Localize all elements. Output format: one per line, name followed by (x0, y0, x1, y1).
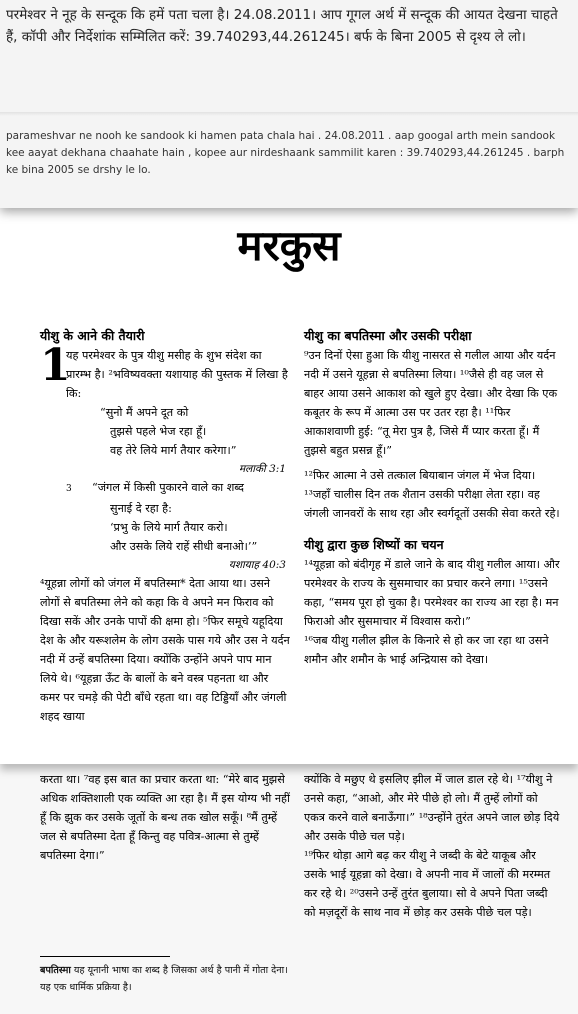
footnote-term: बपतिस्मा (40, 965, 71, 976)
scripture-reference: यशायाह 40:3 (228, 559, 286, 571)
chapter-number: 1 (40, 340, 71, 391)
paragraph: ⁹उन दिनों ऐसा हुआ कि यीशु नासरत से गलील आया और यर्दन नदी में उसने यूहन्ना से बपतिस्मा लिया। ¹⁰जैसे ही वह जल से बाहर आया उसने आकाश को खुले हुए देखा। और देखा कि एक कबूतर के रूप में आत्मा उस पर उतर रहा है। ¹¹फिर आकाशवाणी हुई: “तू मेरा पुत्र है, जिसे मैं प्यार करता हूँ। मैं तुझसे बहुत प्रसन्न हूँ।” (304, 349, 558, 457)
poem-line: और उसके लिये राहें सीधी बनाओ।’” (110, 540, 258, 553)
paragraph: ¹⁹फिर थोड़ा आगे बढ़ कर यीशु ने जब्दी के बेटे याकूब और उसके भाई यूहन्ना को देखा। वे अपनी नाव में जालों की मरम्मत कर रहे थे। ²⁰उसने उन्हें तुरंत बुलाया। सो वे अपने पिता जब्दी को मज़दूरों के साथ नाव में छोड़ कर उसके पीछे चल पड़े। (304, 849, 551, 919)
translation-overlay (0, 0, 578, 208)
verse-number: 3 (66, 484, 72, 494)
scripture-reference: मलाकी 3:1 (238, 463, 286, 475)
poem-line (66, 478, 290, 499)
left-column-lower (40, 770, 290, 865)
paragraph: करता था। ⁷वह इस बात का प्रचार करता था: “मेरे बाद मुझसे अधिक शक्तिशाली एक व्यक्ति आ रहा है। मैं इस योग्य भी नहीं हूँ कि झुक कर उसके जूतों के बन्ध तक खोल सकूँ। ⁸मैं तुम्हें जल से बपतिस्मा देता हूँ किन्तु वह पवित्र-आत्मा से तुम्हें बपतिस्मा देगा।” (40, 773, 290, 862)
quotation-poem (40, 478, 290, 556)
poem-line: “सुनो मैं अपने दूत को (100, 406, 189, 419)
section-heading: यीशु के आने की तैयारी (40, 328, 145, 343)
poem-line: सुनाई दे रहा है: (110, 502, 172, 515)
paragraph: ¹⁶जब यीशु गलील झील के किनारे से हो कर जा रहा था उसने शमौन और शमौन के भाई अन्द्रियास को देखा। (304, 634, 549, 666)
section-heading: यीशु द्वारा कुछ शिष्यों का चयन (304, 537, 444, 552)
paragraph: क्योंकि वे मछुए थे इसलिए झील में जाल डाल रहे थे। ¹⁷यीशु ने उनसे कहा, “आओ, और मेरे पीछे हो लो। मैं तुम्हें लोगों को एकत्र करने वाले बनाऊँगा।” ¹⁸उन्होंने तुरंत अपने जाल छोड़ दिये और उसके पीछे चल पड़े। (304, 773, 560, 843)
section-heading: यीशु का बपतिस्मा और उसकी परीक्षा (304, 328, 472, 343)
paragraph: ¹⁴यूहन्ना को बंदीगृह में डाले जाने के बाद यीशु गलील आया। और परमेश्वर के राज्य के सुसमाचार का प्रचार करने लगा। ¹⁵उसने कहा, “समय पूरा हो चुका है। परमेश्वर का राज्य आ रहा है। मन फिराओ और सुसमाचार में विश्वास करो।” (304, 558, 560, 628)
overlay-divider (0, 112, 578, 116)
footnote-divider (40, 956, 170, 957)
right-column-lower (304, 770, 560, 922)
left-column-upper (40, 326, 290, 726)
paragraph: ⁴यूहन्ना लोगों को जंगल में बपतिस्मा* देता आया था। उसने लोगों से बपतिस्मा लेने को कहा कि वे अपने मन फिराव को दिखा सकें और उनके पापों की क्षमा हो। ⁵फिर समूचे यहूदिया देश के और यरूशलेम के लोग उसके पास गये और उस ने यर्दन नदी में उन्हें बपतिस्मा दिया। क्योंकि उन्होंने अपने पाप मान लिये थे। ⁶यूहन्ना ऊँट के बालों के बने वस्त्र पहनता था और कमर पर चमड़े की पेटी बाँधे रहता था। वह टिड्डियाँ और जंगली शहद खाया (40, 577, 290, 723)
poem-line: ‘प्रभु के लिये मार्ग तैयार करो। (110, 521, 228, 534)
scanned-page-lower (0, 764, 578, 1014)
paragraph: ¹²फिर आत्मा ने उसे तत्काल बियाबान जंगल में भेज दिया। ¹³जहाँ चालीस दिन तक शैतान उसकी परीक्षा लेता रहा। वह जंगली जानवरों के साथ रहा और स्वर्गदूतों उसकी सेवा करते रहे। (304, 469, 560, 520)
right-column-upper (304, 326, 560, 669)
poem-line: तुझसे पहले भेज रहा हूँ। (110, 425, 207, 438)
footnote-text: यह यूनानी भाषा का शब्द है जिसका अर्थ है पानी में गोता देना। यह एक धार्मिक प्रक्रिया है। (40, 965, 288, 993)
poem-line-text: “जंगल में किसी पुकारने वाले का शब्द (92, 481, 244, 494)
opening-paragraph (40, 340, 290, 403)
paragraph: यह परमेश्वर के पुत्र यीशु मसीह के शुभ संदेश का प्रारम्भ है। ²भविष्यवक्ता यशायाह की पुस्तक में लिखा है कि: (66, 349, 288, 400)
hindi-text: परमेश्वर ने नूह के सन्दूक कि हमें पता चला है। 24.08.2011। आप गूगल अर्थ में सन्दूक की आयत देखना चाहते हैं, कॉपी और निर्देशांक सम्मिलित करें: 39.740293,44.261245। बर्फ के बिना 2005 से दृश्य ले लो। (6, 7, 558, 45)
scanned-page-upper (0, 208, 578, 764)
footnote (40, 962, 290, 996)
book-title: मरकुस (237, 221, 341, 270)
transliteration-text: parameshvar ne nooh ke sandook ki hamen pata chala hai . 24.08.2011 . aap googal arth mein sandook kee aayat dekhana chaahate hain , kopee aur nirdeshaank sammilit karen : 39.740293,44.261245 . barph ke bina 2005 se drshy le lo. (6, 130, 565, 176)
quotation-poem (40, 403, 290, 460)
poem-line: वह तेरे लिये मार्ग तैयार करेगा।” (110, 444, 237, 457)
